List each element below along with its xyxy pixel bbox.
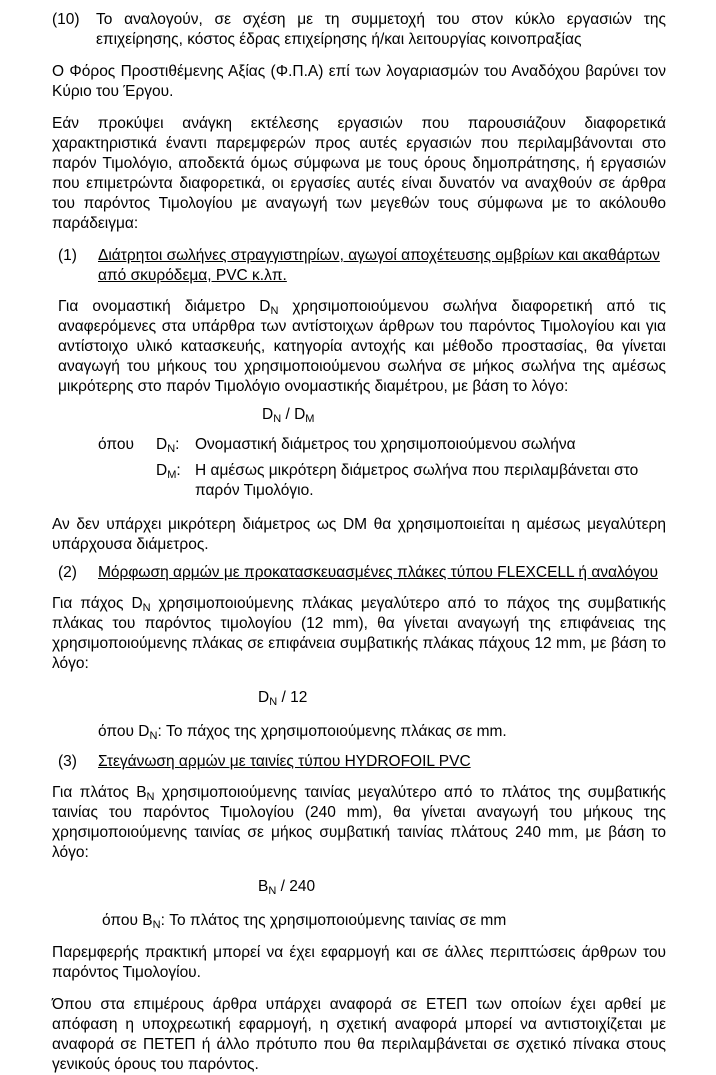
section-3-heading	[52, 752, 666, 772]
formula-bn-240: $B_N / 240$	[258, 878, 316, 897]
formula-dn-12: $D_N / 12$	[258, 689, 308, 708]
definition-dn: όπου $D_N$: Ονομαστική διάμετρος του χρησιμοποιούμενου σωλήνα	[98, 436, 576, 455]
definition-dm: $D_M$: Η αμέσως μικρότερη διάμετρος σωλήνα που περιλαμβάνεται στο παρόν Τιμολόγιο.	[156, 462, 639, 499]
vat-paragraph: Ο Φόρος Προστιθέμενης Αξίας (Φ.Π.Α) επί των λογαριασμών του Αναδόχου βαρύνει τον Κύριο του Έργου.	[52, 63, 666, 100]
section-number: (3)	[58, 753, 77, 770]
etep-paragraph: Όπου στα επιμέρους άρθρα υπάρχει αναφορά σε ΕΤΕΠ των οποίων έχει αρθεί με απόφαση η υποχρεωτική εφαρμογή, η σχετική αναφορά μπορεί να αντιστοιχίζεται με αναφορά σε ΠΕΤΕΠ ή άλλο πρότυπο που θα περιλαμβάνεται σε σχετικό πίνακα στους γενικούς όρους του παρόντος.	[52, 996, 666, 1073]
section-number: (2)	[58, 564, 77, 581]
section-1-note: Αν δεν υπάρχει μικρότερη διάμετρος ως DM θα χρησιμοποιείται η αμέσως μεγαλύτερη υπάρχουσα διάμετρος.	[52, 516, 666, 553]
formula-dn-dm: $D_N / D_M$	[262, 406, 315, 425]
section-1-paragraph: Για ονομαστική διάμετρο $D_N$ χρησιμοποιούμενου σωλήνα διαφορετική από τις αναφερόμενες στα υπάρθρα των αντίστοιχων άρθρων του παρόντος Τιμολογίου και για αντίστοιχο υλικό κατασκευής, κατηγορία αντοχής και μέθοδο προστασίας, θα γίνεται αναγωγή του μήκους του χρησιμοποιούμενου σωλήνα σε μήκος σωλήνα της αμέσως μικρότερης στο παρόν Τιμολόγιο ονομαστικής διαμέτρου, με βάση το λόγο:	[58, 298, 666, 395]
section-title: Διάτρητοι σωλήνες στραγγιστηρίων, αγωγοί αποχέτευσης ομβρίων και ακαθάρτων από σκυρόδεμα, PVC κ.λπ.	[98, 247, 660, 284]
section-3-paragraph: Για πλάτος $B_N$ χρησιμοποιούμενης ταινίας μεγαλύτερο από το πλάτος της συμβατικής ταινίας του παρόντος Τιμολογίου (240 mm), θα γίνεται αναγωγή του μήκους της χρησιμοποιούμενης ταινίας σε μήκος συμβατική ταινίας πλάτους 240 mm, με βάση το λόγο:	[52, 784, 666, 861]
section-title: Μόρφωση αρμών με προκατασκευασμένες πλάκες τύπου FLEXCELL ή αναλόγου	[98, 564, 658, 581]
section-2-paragraph: Για πάχος $D_N$ χρησιμοποιούμενης πλάκας μεγαλύτερο από το πάχος της συμβατικής πλάκας του παρόντος τιμολογίου (12 mm), θα γίνεται αναγωγή της επιφάνειας της χρησιμοποιούμενης πλάκας σε επιφάνεια συμβατικής πλάκας πάχους 12 mm, με βάση το λόγο:	[52, 595, 666, 672]
list-item-10	[52, 10, 666, 50]
section-1-heading	[52, 246, 666, 286]
section-2-heading	[52, 563, 666, 583]
item-number: (10)	[52, 11, 80, 28]
intro-paragraph: Εάν προκύψει ανάγκη εκτέλεσης εργασιών που παρουσιάζουν διαφορετικά χαρακτηριστικά έναντι παρεμφερών προς αυτές εργασιών που περιλαμβάνονται στο παρόν Τιμολόγιο, αποδεκτά όμως σύμφωνα με τους όρους δημοπράτησης, ή εργασιών που επιμετρώντα διαφορετικά, οι εργασίες αυτές είναι δυνατόν να αναχθούν σε άρθρα του παρόντος Τιμολογίου με αναγωγή των μεγεθών τους σύμφωνα με το ακόλουθο παράδειγμα:	[52, 115, 666, 232]
related-practice-paragraph: Παρεμφερής πρακτική μπορεί να έχει εφαρμογή και σε άλλες περιπτώσεις άρθρων του παρόντος Τιμολογίου.	[52, 944, 666, 981]
section-number: (1)	[58, 247, 77, 264]
document-page	[52, 10, 666, 1075]
definition-dn-thickness: όπου $D_N$: Το πάχος της χρησιμοποιούμενης πλάκας σε mm.	[98, 723, 507, 742]
item-text: Το αναλογούν, σε σχέση με τη συμμετοχή του στον κύκλο εργασιών της επιχείρησης, κόστος έδρας επιχείρησης ή/και λειτουργίας κοινοπραξίας	[96, 11, 666, 48]
section-title: Στεγάνωση αρμών με ταινίες τύπου HYDROFOIL PVC	[98, 753, 471, 770]
definition-bn-width: όπου $B_N$: Το πλάτος της χρησιμοποιούμενης ταινίας σε mm	[102, 912, 507, 931]
